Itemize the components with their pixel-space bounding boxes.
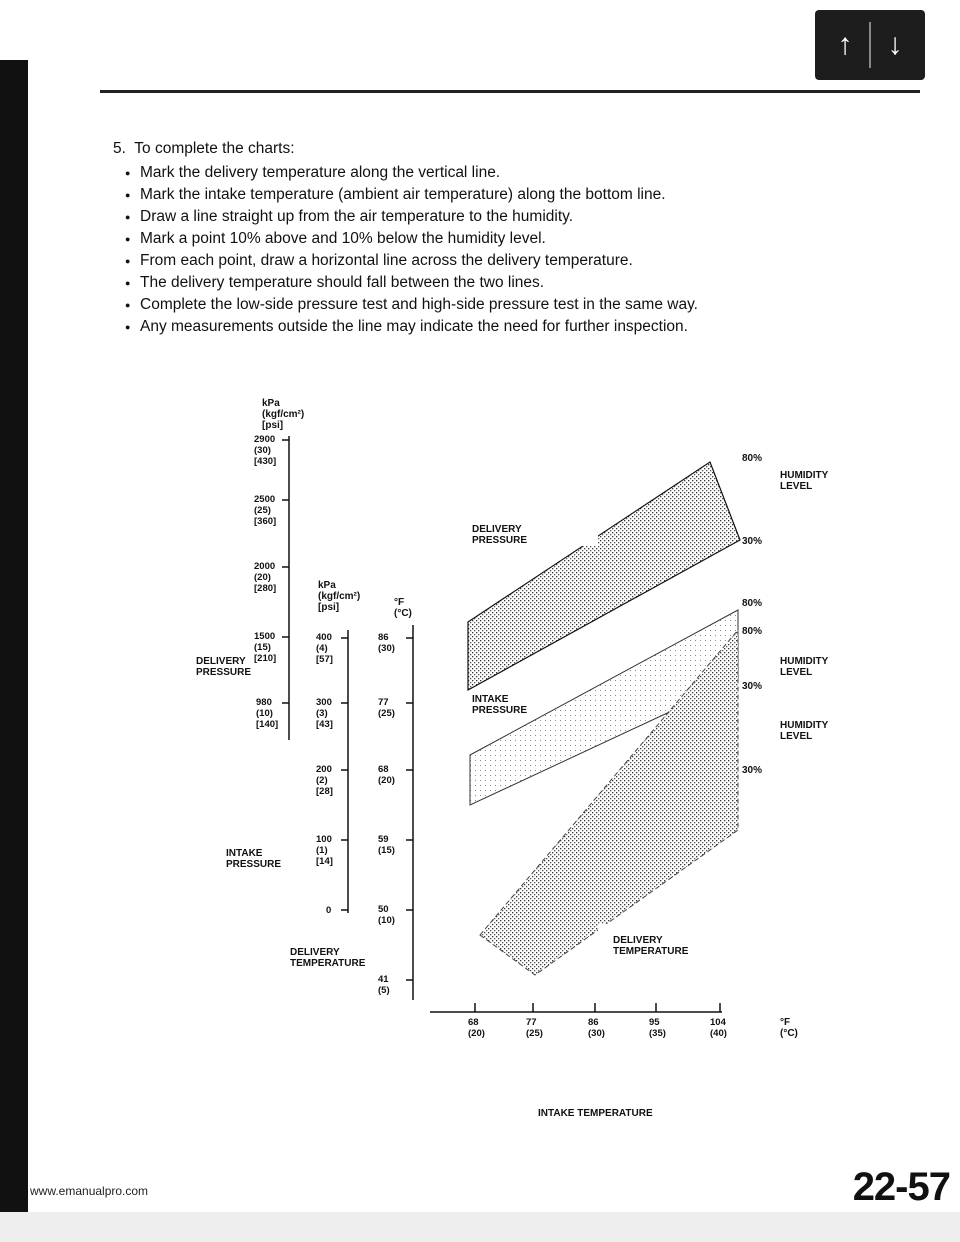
tick-label: 77 (25) xyxy=(378,697,395,719)
tick-label: 41 (5) xyxy=(378,974,390,996)
delivery-temp-unit: °F (°C) xyxy=(394,597,412,619)
page-number: 22-57 xyxy=(852,1165,950,1209)
delivery-pressure-axis-title: DELIVERY PRESSURE xyxy=(196,656,252,678)
intake-pressure-unit: kPa (kgf/cm²) [psi] xyxy=(318,580,361,613)
footer-band xyxy=(0,1212,960,1242)
tick-label: 400 (4) [57] xyxy=(316,632,333,665)
tick-label: 980 (10) [140] xyxy=(256,697,279,730)
intake-temp-axis xyxy=(430,1003,722,1012)
humidity-low-marker: 30% xyxy=(742,765,763,776)
humidity-high-marker: 80% xyxy=(742,626,763,637)
tick-label: 0 xyxy=(326,905,332,916)
tick-label: 86 (30) xyxy=(588,1017,605,1039)
tick-label: 200 (2) [28] xyxy=(316,764,333,797)
list-item: ● Complete the low-side pressure test and high-side pressure test in the same way. xyxy=(140,294,698,316)
list-item: ● From each point, draw a horizontal line across the delivery temperature. xyxy=(140,250,698,272)
tick-label: 68 (20) xyxy=(468,1017,485,1039)
intake-pressure-band-label: INTAKE PRESSURE xyxy=(472,694,528,716)
tick-label: 1500 (15) [210] xyxy=(254,631,277,664)
list-item: ● Mark the delivery temperature along the vertical line. xyxy=(140,162,698,184)
tick-label: 68 (20) xyxy=(378,764,395,786)
humidity-low-marker: 30% xyxy=(742,681,763,692)
humidity-level-label: HUMIDITY LEVEL xyxy=(780,470,829,492)
intake-temp-axis-title: INTAKE TEMPERATURE xyxy=(538,1108,653,1119)
humidity-high-marker: 80% xyxy=(742,453,763,464)
delivery-temp-axis xyxy=(406,625,413,1000)
watermark: www.emanualpro.com xyxy=(30,1184,149,1198)
tick-label: 50 (10) xyxy=(378,904,395,926)
humidity-level-label: HUMIDITY LEVEL xyxy=(780,656,829,678)
humidity-high-marker: 80% xyxy=(742,598,763,609)
delivery-pressure-band-label: DELIVERY PRESSURE xyxy=(472,524,528,546)
list-item: ● Any measurements outside the line may indicate the need for further inspection. xyxy=(140,316,698,338)
step-number: 5. xyxy=(113,140,126,157)
delivery-temp-band-label: DELIVERY TEMPERATURE xyxy=(613,935,689,957)
humidity-low-marker: 30% xyxy=(742,536,763,547)
intake-pressure-axis-title: INTAKE PRESSURE xyxy=(226,848,282,870)
list-item: ● Mark the intake temperature (ambient air temperature) along the bottom line. xyxy=(140,184,698,206)
tick-label: 95 (35) xyxy=(649,1017,666,1039)
list-item: ● The delivery temperature should fall between the two lines. xyxy=(140,272,698,294)
intake-pressure-axis xyxy=(341,630,348,913)
tick-label: 2500 (25) [360] xyxy=(254,494,277,527)
humidity-level-label: HUMIDITY LEVEL xyxy=(780,720,829,742)
tick-label: 300 (3) [43] xyxy=(316,697,333,730)
intake-temp-unit: °F (°C) xyxy=(780,1017,798,1039)
tick-label: 100 (1) [14] xyxy=(316,834,333,867)
tick-label: 59 (15) xyxy=(378,834,395,856)
tick-label: 86 (30) xyxy=(378,632,395,654)
list-item: ● Mark a point 10% above and 10% below the humidity level. xyxy=(140,228,698,250)
arrow-up-icon: ↑ xyxy=(837,28,853,61)
step-title: To complete the charts: xyxy=(134,140,295,157)
delivery-pressure-axis xyxy=(282,436,289,740)
delivery-pressure-unit: kPa (kgf/cm²) [psi] xyxy=(262,398,305,431)
arrow-down-icon: ↓ xyxy=(887,28,903,61)
delivery-temp-axis-title: DELIVERY TEMPERATURE xyxy=(290,947,366,969)
tick-label: 2000 (20) [280] xyxy=(254,561,277,594)
tick-label: 104 (40) xyxy=(710,1017,727,1039)
list-item: ● Draw a line straight up from the air temperature to the humidity. xyxy=(140,206,698,228)
tick-label: 2900 (30) [430] xyxy=(254,434,277,467)
tick-label: 77 (25) xyxy=(526,1017,543,1039)
